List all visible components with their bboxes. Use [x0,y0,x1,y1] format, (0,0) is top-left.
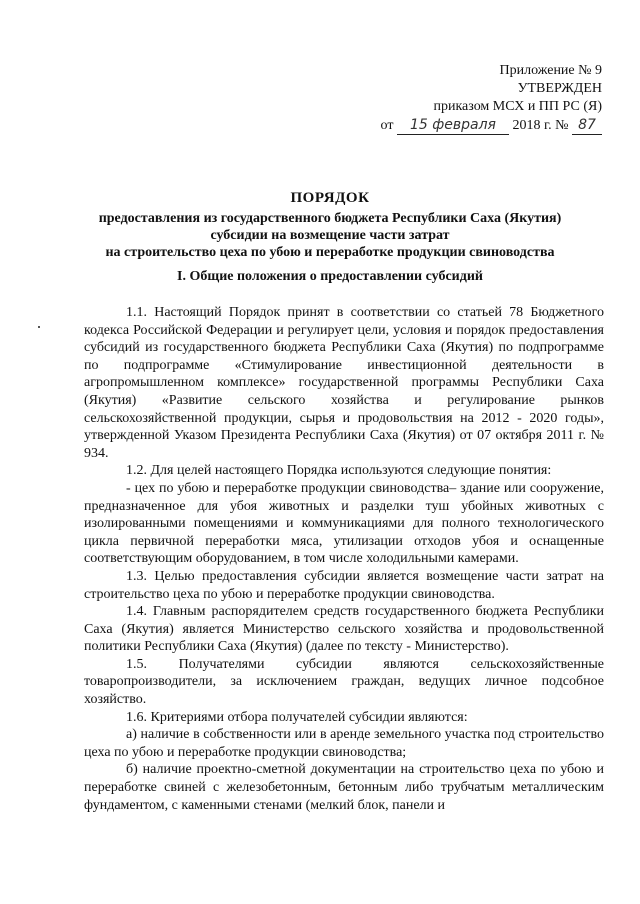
section-heading: I. Общие положения о предоставлении субсидий [177,269,483,284]
document-body [84,304,604,814]
paragraph: 1.6. Критериями отбора получателей субсидии являются: [126,709,468,725]
paragraph: - цех по убою и переработке продукции свиноводства– здание или сооружение, предназначенное для убоя животных и разделки туш убойных животных с изолированными помещениями и коммуникациями для полного технологического цикла первичной переработки мяса, утилизации отходов убоя и оснащенные соответствующим оборудованием, в том числе холодильными камерами. [84,480,604,567]
paragraph: 1.3. Целью предоставления субсидии является возмещение части затрат на строительство цеха по убою и переработке продукции свиноводства. [84,568,604,602]
title-line-2: субсидии на возмещение части затрат [210,228,450,243]
scan-speck [38,326,40,328]
order-date-line [381,116,602,135]
paragraph: а) наличие в собственности или в аренде земельного участка под строительство цеха по убою и переработке продукции свиноводства; [84,727,604,760]
title-heading: ПОРЯДОК [290,190,370,206]
order-reference: приказом МСХ и ПП РС (Я) [433,99,602,114]
paragraph: 1.1. Настоящий Порядок принят в соответствии со статьей 78 Бюджетного кодекса Российской Федерации и регулирует цели, условия и порядок предоставления субсидий из государственного бюджета Республики Саха (Якутия) по подпрограмме по подпрограмме «Стимулирование инвестиционной деятельности в агропромышленном комплексе» государственной программы Республики Саха (Якутия) «Развитие сельского хозяйства и регулирование рынков сельскохозяйственной продукции, сырья и продовольствия на 2012 - 2020 годы», утвержденной Указом Президента Республики Саха (Якутия) от 07 октября 2011 г. № 934. [84,305,604,461]
paragraph: б) наличие проектно-сметной документации на строительство цеха по убою и переработке свиней с железобетонным, бетонным либо трубчатым металлическим фундаментом, с каменными стенами (мелкий блок, панели и [84,762,604,813]
handwritten-order-number: 87 [572,116,602,135]
title-line-3: на строительство цеха по убою и переработке продукции свиноводства [105,245,555,260]
paragraph: 1.4. Главным распорядителем средств государственного бюджета Республики Саха (Якутия) является Министерство сельского хозяйства и продовольственной политики Республики Саха (Якутия) (далее по тексту - Министерство). [84,604,604,655]
title-line-1: предоставления из государственного бюджета Республики Саха (Якутия) [98,211,562,226]
handwritten-date: 15 февраля [397,116,509,135]
approval-stamp-block [381,62,602,135]
appendix-number: Приложение № 9 [499,63,602,78]
paragraph: 1.2. Для целей настоящего Порядка используются следующие понятия: [126,463,552,479]
document-title [60,190,600,261]
year-label: 2018 г. № [512,118,569,133]
approved-label: УТВЕРЖДЕН [517,81,602,96]
paragraph: 1.5. Получателями субсидии являются сельскохозяйственные товаропроизводители, за исключением граждан, ведущих личное подсобное хозяйство. [84,656,604,708]
from-prefix: от [380,118,394,133]
